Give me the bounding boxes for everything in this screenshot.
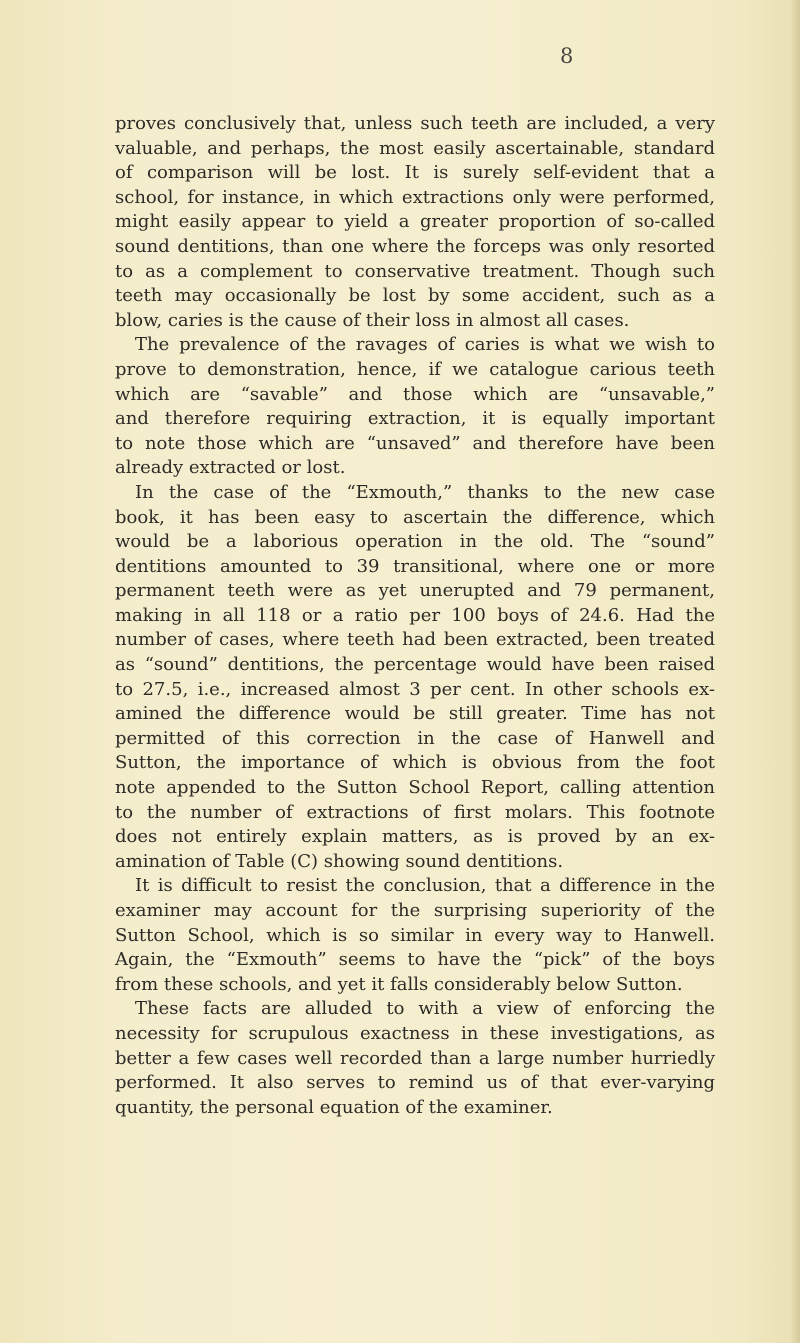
text-line: amination of Table (C) showing sound dentitions.: [115, 850, 564, 872]
text-line: making in all 118 or a ratio per 100 boys of 24.6. Had the: [115, 604, 715, 626]
text-line: to as a complement to conservative treatment. Though such: [115, 260, 715, 282]
text-line: Again, the “Exmouth” seems to have the “pick” of the boys: [115, 949, 715, 971]
text-line: which are “savable” and those which are “unsavable,”: [115, 383, 715, 405]
text-line: necessity for scrupulous exactness in these investigations, as: [115, 1022, 715, 1044]
text-line: as “sound” dentitions, the percentage would have been raised: [115, 654, 715, 676]
text-line: valuable, and perhaps, the most easily ascertainable, standard: [115, 137, 715, 159]
text-line: to 27.5, i.e., increased almost 3 per cent. In other schools ex-: [115, 678, 715, 700]
text-line: performed. It also serves to remind us of that ever-varying: [115, 1072, 715, 1094]
text-line: of comparison will be lost. It is surely self-evident that a: [115, 162, 715, 184]
text-line: would be a laborious operation in the old. The “sound”: [115, 531, 715, 553]
text-line: prove to demonstration, hence, if we catalogue carious teeth: [115, 358, 715, 380]
text-line: does not entirely explain matters, as is proved by an ex-: [115, 826, 715, 848]
text-line: to the number of extractions of first molars. This footnote: [115, 801, 715, 823]
text-line: examiner may account for the surprising superiority of the: [115, 900, 715, 921]
text-line: already extracted or lost.: [115, 457, 346, 479]
text-line: These facts are alluded to with a view of enforcing the: [135, 998, 715, 1020]
body-text: [115, 112, 715, 1120]
page-number: 8: [560, 44, 574, 68]
text-line: number of cases, where teeth had been extracted, been treated: [115, 629, 715, 651]
text-line: book, it has been easy to ascertain the difference, which: [115, 506, 715, 528]
text-line: to note those which are “unsaved” and therefore have been: [115, 432, 715, 454]
text-line: permanent teeth were as yet unerupted and 79 permanent,: [115, 580, 715, 602]
text-line: amined the difference would be still greater. Time has not: [115, 703, 715, 725]
text-line: Sutton, the importance of which is obvious from the foot: [115, 752, 715, 774]
text-line: proves conclusively that, unless such teeth are included, a very: [115, 113, 715, 134]
text-line: better a few cases well recorded than a large number hurriedly: [115, 1047, 715, 1069]
text-line: In the case of the “Exmouth,” thanks to the new case: [135, 481, 715, 503]
text-line: dentitions amounted to 39 transitional, where one or more: [115, 555, 715, 577]
text-line: from these schools, and yet it falls considerably below Sutton.: [115, 973, 683, 995]
text-line: The prevalence of the ravages of caries is what we wish to: [135, 334, 715, 356]
text-line: Sutton School, which is so similar in every way to Hanwell.: [115, 924, 715, 946]
page-edge-shadow: [790, 0, 800, 1343]
text-line: school, for instance, in which extractions only were performed,: [115, 186, 715, 208]
text-line: and therefore requiring extraction, it is equally important: [115, 408, 715, 430]
text-line: quantity, the personal equation of the examiner.: [115, 1096, 553, 1118]
text-line: It is difficult to resist the conclusion, that a difference in the: [135, 875, 715, 897]
text-line: sound dentitions, than one where the forceps was only resorted: [115, 235, 715, 257]
text-line: permitted of this correction in the case of Hanwell and: [115, 727, 715, 749]
text-line: might easily appear to yield a greater proportion of so-called: [115, 211, 715, 233]
text-line: teeth may occasionally be lost by some accident, such as a: [115, 285, 715, 307]
text-line: note appended to the Sutton School Report, calling attention: [115, 777, 715, 799]
text-line: blow, caries is the cause of their loss in almost all cases.: [115, 309, 630, 331]
